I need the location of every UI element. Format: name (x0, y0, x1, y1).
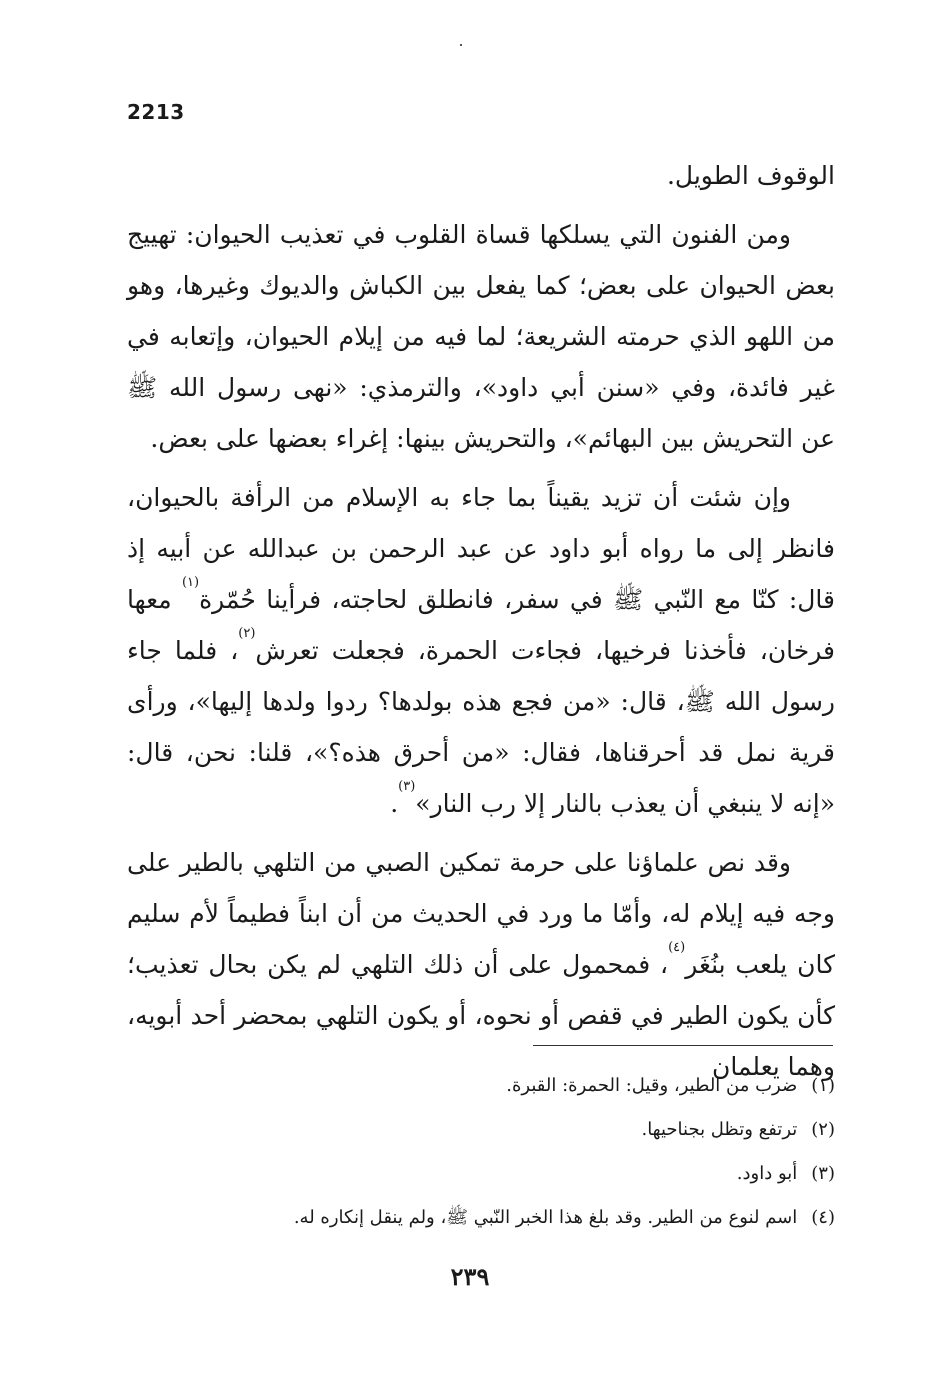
paragraph-text: ، فلما جاء رسول الله ﷺ، قال: «من فجع هذه بولدها؟ ردوا ولدها إليها»، ورأى قرية نمل قد أحرقناها، فقال: «من أحرق هذه؟»، قلنا: نحن، قال: «إنه لا ينبغي أن يعذب بالنار إلا رب النار» (127, 636, 835, 818)
paragraph-text: . (390, 789, 399, 818)
paragraph-text: ومن الفنون التي يسلكها قساة القلوب في تعذيب الحيوان: تهييج بعض الحيوان على بعض؛ كما يفعل بين الكباش والديوك وغيرها، وهو من اللهو الذي حرمته الشريعة؛ لما فيه من إيلام الحيوان، وإتعابه في غير فائدة، وفي «سنن أبي داود»، والترمذي: «نهى رسول الله ﷺ عن التحريش بين البهائم»، والتحريش بينها: إغراء بعضها على بعض. (127, 220, 835, 453)
footnote-text: ترتفع وتظل بجناحيها. (641, 1119, 798, 1140)
paragraph-text: الوقوف الطويل. (666, 161, 835, 190)
scan-mark (460, 44, 462, 46)
footnote-ref-4[interactable]: (٤) (668, 940, 686, 955)
paragraph-4 (127, 837, 835, 1092)
page-number-top: 2213 (127, 100, 185, 124)
paragraph-text: وإن شئت أن تزيد يقيناً بما جاء به الإسلام من الرأفة بالحيوان، فانظر إلى ما رواه أبو داود عن عبد الرحمن بن عبدالله عن أبيه إذ قال: كنّا مع النّبي ﷺ في سفر، فانطلق لحاجته، فرأينا حُمّرة (127, 483, 835, 614)
footnote-2 (127, 1108, 835, 1152)
paragraph-3 (127, 472, 835, 829)
paragraph-text: ، فمحمول على أن ذلك التلهي لم يكن بحال تعذيب؛ كأن يكون الطير في قفص أو نحوه، أو يكون التلهي بمحضر أحد أبويه، وهما يعلمان (127, 950, 835, 1081)
paragraph-text: معها فرخان، فأخذنا فرخيها، فجاءت الحمرة، فجعلت تعرش (127, 585, 835, 665)
paragraph-1 (127, 150, 835, 201)
footnote-number: (١) (811, 1075, 835, 1096)
footnote-4 (127, 1196, 835, 1240)
footnote-1 (127, 1064, 835, 1108)
footnote-divider (533, 1045, 833, 1046)
paragraph-2 (127, 209, 835, 464)
footnote-number: (٤) (811, 1207, 835, 1228)
footnote-number: (٣) (811, 1163, 835, 1184)
footnote-text: ضرب من الطير، وقيل: الحمرة: القبرة. (506, 1075, 798, 1096)
footnotes (127, 1064, 835, 1240)
footnote-text: أبو داود. (736, 1163, 798, 1184)
paragraph-text: وقد نص علماؤنا على حرمة تمكين الصبي من التلهي بالطير على وجه فيه إيلام له، وأمّا ما ورد في الحديث من أن ابناً فطيماً لأم سليم كان يلعب بنُغَر (127, 848, 835, 979)
footnote-ref-1[interactable]: (١) (181, 575, 200, 590)
footnote-ref-3[interactable]: (٣) (398, 779, 416, 794)
footnote-number: (٢) (811, 1119, 835, 1140)
page-number-bottom: ٢٣٩ (450, 1262, 490, 1291)
footnote-3 (127, 1152, 835, 1196)
main-text (127, 150, 835, 1100)
footnote-ref-2[interactable]: (٢) (238, 626, 256, 641)
footnote-text: اسم لنوع من الطير. وقد بلغ هذا الخبر النّبي ﷺ، ولم ينقل إنكاره له. (293, 1207, 798, 1228)
